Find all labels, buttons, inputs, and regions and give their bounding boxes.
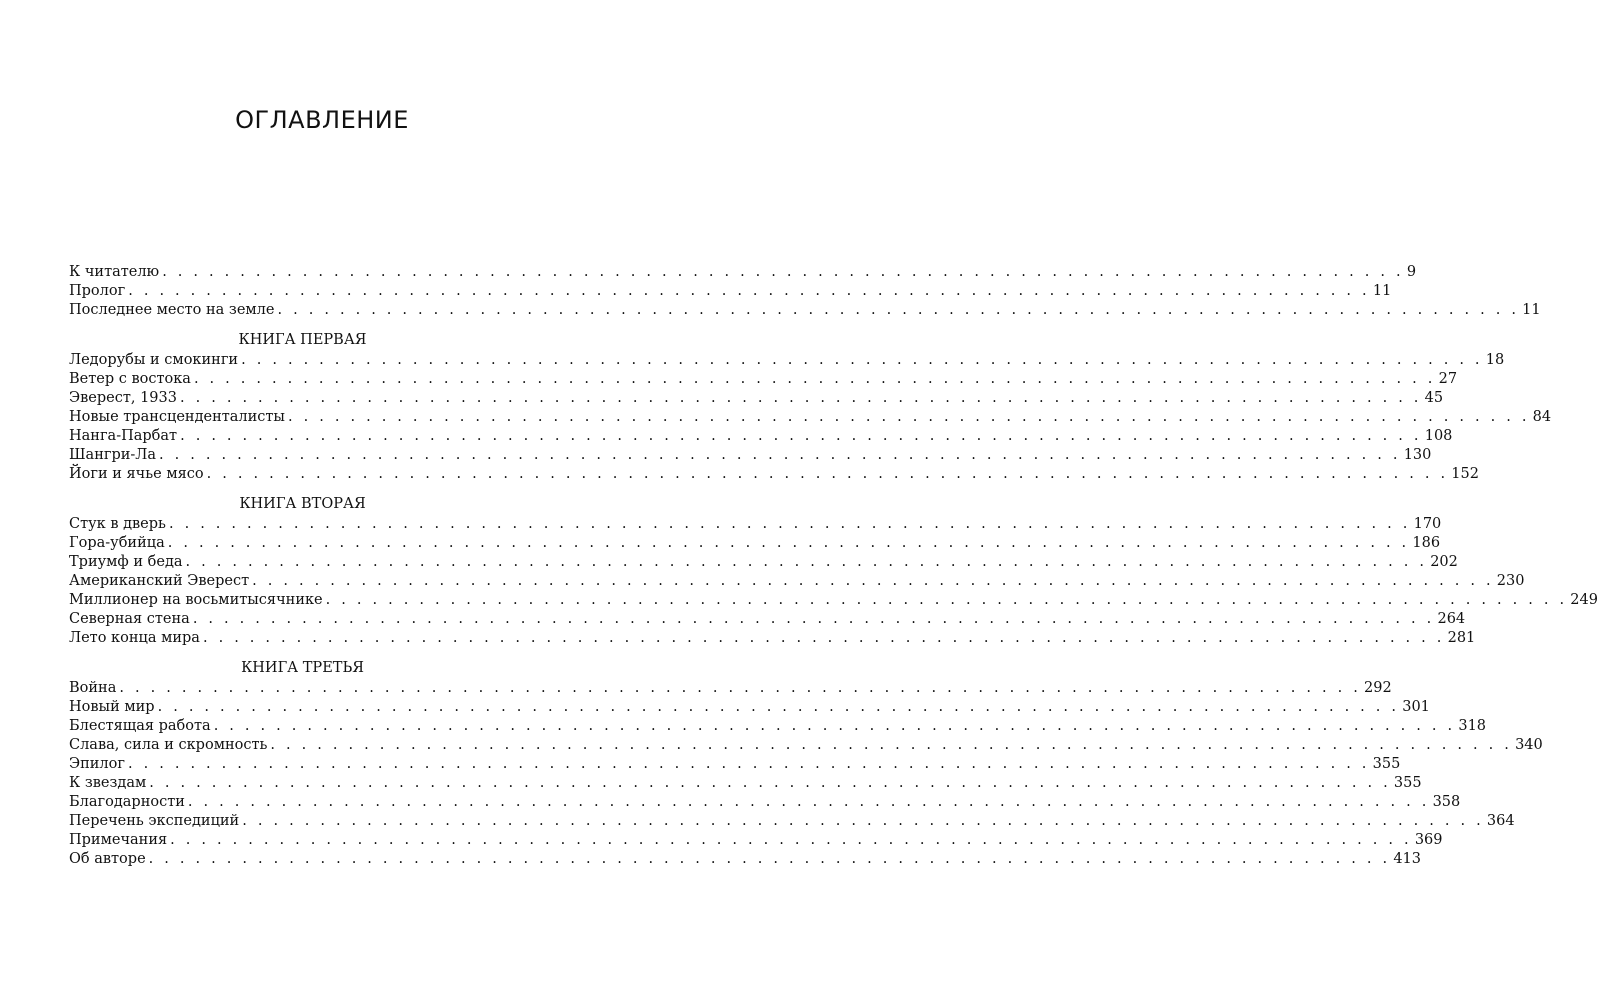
toc-entry-page-number: 170 <box>1413 516 1442 532</box>
toc-entry-title: Пролог <box>69 283 126 299</box>
dot-leader: . . . . . . . . . . . . . . . . . . . . . . . . . . . . . . . . . . . . . . . . . . . . . . . . . . . . . . . . . . . . . . . . . . . . . . . . . . . . . . . . <box>277 302 1520 318</box>
section-heading: КНИГА ПЕРВАЯ <box>238 332 367 348</box>
toc-entry[interactable] <box>69 793 1461 812</box>
dot-leader: . . . . . . . . . . . . . . . . . . . . . . . . . . . . . . . . . . . . . . . . . . . . . . . . . . . . . . . . . . . . . . . . . . . . . . . . . . . . . . . . <box>162 264 1404 280</box>
toc-entry-title: Новые трансценденталисты <box>69 409 285 425</box>
toc-entry[interactable] <box>69 755 1401 774</box>
toc-entry-page-number: 130 <box>1403 447 1432 463</box>
toc-entry-page-number: 413 <box>1393 851 1421 867</box>
toc-entry-page-number: 355 <box>1372 756 1401 772</box>
dot-leader: . . . . . . . . . . . . . . . . . . . . . . . . . . . . . . . . . . . . . . . . . . . . . . . . . . . . . . . . . . . . . . . . . . . . . . . . . . . . . . . . <box>185 554 1428 570</box>
dot-leader: . . . . . . . . . . . . . . . . . . . . . . . . . . . . . . . . . . . . . . . . . . . . . . . . . . . . . . . . . . . . . . . . . . . . . . . . . . . . . . . . <box>170 832 1412 848</box>
dot-leader: . . . . . . . . . . . . . . . . . . . . . . . . . . . . . . . . . . . . . . . . . . . . . . . . . . . . . . . . . . . . . . . . . . . . . . . . . . . . . . . . <box>252 573 1494 589</box>
toc-entry[interactable] <box>69 591 1598 610</box>
toc-entry[interactable] <box>69 850 1421 869</box>
dot-leader: . . . . . . . . . . . . . . . . . . . . . . . . . . . . . . . . . . . . . . . . . . . . . . . . . . . . . . . . . . . . . . . . . . . . . . . . . . . . . . . . <box>180 428 1422 444</box>
toc-entry-page-number: 186 <box>1412 535 1441 551</box>
dot-leader: . . . . . . . . . . . . . . . . . . . . . . . . . . . . . . . . . . . . . . . . . . . . . . . . . . . . . . . . . . . . . . . . . . . . . . . . . . . . . . . . <box>149 775 1391 791</box>
toc-section <box>69 657 1543 869</box>
toc-entry-title: Шангри-Ла <box>69 447 157 463</box>
toc-entry-page-number: 358 <box>1432 794 1461 810</box>
toc-entry-title: Лето конца мира <box>69 630 200 646</box>
dot-leader: . . . . . . . . . . . . . . . . . . . . . . . . . . . . . . . . . . . . . . . . . . . . . . . . . . . . . . . . . . . . . . . . . . . . . . . . . . . . . . . . <box>213 718 1456 734</box>
toc-entry-title: Миллионер на восьмитысячнике <box>69 592 323 608</box>
toc-entry-title: Триумф и беда <box>69 554 183 570</box>
toc-entry[interactable] <box>69 572 1525 591</box>
section-heading: КНИГА ТРЕТЬЯ <box>241 660 364 676</box>
toc-section <box>69 493 1598 648</box>
toc-entry-page-number: 84 <box>1532 409 1552 425</box>
toc-entry-page-number: 9 <box>1406 264 1417 280</box>
toc-entry-page-number: 281 <box>1447 630 1476 646</box>
toc-entry-title: Эпилог <box>69 756 125 772</box>
toc-entry[interactable] <box>69 831 1443 850</box>
dot-leader: . . . . . . . . . . . . . . . . . . . . . . . . . . . . . . . . . . . . . . . . . . . . . . . . . . . . . . . . . . . . . . . . . . . . . . . . . . . . . . . . <box>193 371 1436 387</box>
dot-leader: . . . . . . . . . . . . . . . . . . . . . . . . . . . . . . . . . . . . . . . . . . . . . . . . . . . . . . . . . . . . . . . . . . . . . . . . . . . . . . . . <box>148 851 1391 867</box>
toc-entry-page-number: 301 <box>1402 699 1430 715</box>
page-title: ОГЛАВЛЕНИЕ <box>235 106 409 134</box>
toc-entry-page-number: 11 <box>1522 302 1541 318</box>
toc-entry[interactable] <box>69 301 1541 320</box>
toc-entry[interactable] <box>69 717 1487 736</box>
section-heading: КНИГА ВТОРАЯ <box>239 496 366 512</box>
toc-entry-page-number: 292 <box>1364 680 1392 696</box>
dot-leader: . . . . . . . . . . . . . . . . . . . . . . . . . . . . . . . . . . . . . . . . . . . . . . . . . . . . . . . . . . . . . . . . . . . . . . . . . . . . . . . . <box>128 283 1370 299</box>
toc-entry-title: К звездам <box>69 775 147 791</box>
toc-entry[interactable] <box>69 446 1432 465</box>
toc-entry-title: Перечень экспедиций <box>69 813 240 829</box>
toc-entry-title: Ледорубы и смокинги <box>69 352 239 368</box>
toc-entry-title: Нанга-Парбат <box>69 428 178 444</box>
toc-entry[interactable] <box>69 736 1543 755</box>
toc-entry[interactable] <box>69 282 1392 301</box>
toc-entry-page-number: 18 <box>1485 352 1505 368</box>
toc-entry-page-number: 355 <box>1393 775 1422 791</box>
dot-leader: . . . . . . . . . . . . . . . . . . . . . . . . . . . . . . . . . . . . . . . . . . . . . . . . . . . . . . . . . . . . . . . . . . . . . . . . . . . . . . . . <box>270 737 1513 753</box>
toc-section <box>69 263 1541 320</box>
toc-entry-page-number: 45 <box>1424 390 1444 406</box>
toc-entry-page-number: 108 <box>1424 428 1453 444</box>
toc-entry-title: Новый мир <box>69 699 155 715</box>
toc-entry-title: Слава, сила и скромность <box>69 737 268 753</box>
dot-leader: . . . . . . . . . . . . . . . . . . . . . . . . . . . . . . . . . . . . . . . . . . . . . . . . . . . . . . . . . . . . . . . . . . . . . . . . . . . . . . . . <box>241 352 1483 368</box>
toc-entry[interactable] <box>69 389 1444 408</box>
toc-entry-page-number: 230 <box>1496 573 1525 589</box>
toc-entry-title: Последнее место на земле <box>69 302 275 318</box>
toc-entry-page-number: 369 <box>1414 832 1443 848</box>
toc-entry-page-number: 152 <box>1451 466 1479 482</box>
toc-entry-title: Стук в дверь <box>69 516 166 532</box>
toc-entry[interactable] <box>69 370 1458 389</box>
toc-entry-title: Гора-убийца <box>69 535 165 551</box>
dot-leader: . . . . . . . . . . . . . . . . . . . . . . . . . . . . . . . . . . . . . . . . . . . . . . . . . . . . . . . . . . . . . . . . . . . . . . . . . . . . . . . . <box>202 630 1445 646</box>
toc-entry-page-number: 318 <box>1458 718 1487 734</box>
toc-entry-title: Ветер с востока <box>69 371 191 387</box>
dot-leader: . . . . . . . . . . . . . . . . . . . . . . . . . . . . . . . . . . . . . . . . . . . . . . . . . . . . . . . . . . . . . . . . . . . . . . . . . . . . . . . . <box>325 592 1568 608</box>
toc-entry[interactable] <box>69 812 1515 831</box>
toc-entry-title: Об авторе <box>69 851 146 867</box>
toc-entry[interactable] <box>69 408 1552 427</box>
toc-entry-title: Северная стена <box>69 611 190 627</box>
toc-entry[interactable] <box>69 515 1442 534</box>
toc-entry[interactable] <box>69 629 1476 648</box>
toc-entry-page-number: 264 <box>1437 611 1466 627</box>
toc-entry-title: Йоги и ячье мясо <box>69 466 204 482</box>
dot-leader: . . . . . . . . . . . . . . . . . . . . . . . . . . . . . . . . . . . . . . . . . . . . . . . . . . . . . . . . . . . . . . . . . . . . . . . . . . . . . . . . <box>119 680 1362 696</box>
dot-leader: . . . . . . . . . . . . . . . . . . . . . . . . . . . . . . . . . . . . . . . . . . . . . . . . . . . . . . . . . . . . . . . . . . . . . . . . . . . . . . . . <box>242 813 1484 829</box>
dot-leader: . . . . . . . . . . . . . . . . . . . . . . . . . . . . . . . . . . . . . . . . . . . . . . . . . . . . . . . . . . . . . . . . . . . . . . . . . . . . . . . . <box>159 447 1401 463</box>
toc-entry-title: Блестящая работа <box>69 718 211 734</box>
dot-leader: . . . . . . . . . . . . . . . . . . . . . . . . . . . . . . . . . . . . . . . . . . . . . . . . . . . . . . . . . . . . . . . . . . . . . . . . . . . . . . . . <box>157 699 1400 715</box>
toc-section <box>69 329 1552 484</box>
toc-entry[interactable] <box>69 427 1453 446</box>
toc-entry[interactable] <box>69 263 1417 282</box>
toc-entry-page-number: 340 <box>1515 737 1543 753</box>
dot-leader: . . . . . . . . . . . . . . . . . . . . . . . . . . . . . . . . . . . . . . . . . . . . . . . . . . . . . . . . . . . . . . . . . . . . . . . . . . . . . . . . <box>192 611 1435 627</box>
dot-leader: . . . . . . . . . . . . . . . . . . . . . . . . . . . . . . . . . . . . . . . . . . . . . . . . . . . . . . . . . . . . . . . . . . . . . . . . . . . . . . . . <box>168 516 1411 532</box>
toc-entry-page-number: 27 <box>1438 371 1458 387</box>
toc-entry[interactable] <box>69 698 1430 717</box>
toc-entry-page-number: 202 <box>1430 554 1458 570</box>
dot-leader: . . . . . . . . . . . . . . . . . . . . . . . . . . . . . . . . . . . . . . . . . . . . . . . . . . . . . . . . . . . . . . . . . . . . . . . . . . . . . . . . <box>179 390 1422 406</box>
toc-entry-title: К читателю <box>69 264 160 280</box>
toc-entry[interactable] <box>69 534 1441 553</box>
toc-entry[interactable] <box>69 465 1479 484</box>
toc-entry-page-number: 364 <box>1486 813 1515 829</box>
dot-leader: . . . . . . . . . . . . . . . . . . . . . . . . . . . . . . . . . . . . . . . . . . . . . . . . . . . . . . . . . . . . . . . . . . . . . . . . . . . . . . . . <box>127 756 1370 772</box>
toc-entry-title: Благодарности <box>69 794 185 810</box>
toc-entry-title: Примечания <box>69 832 168 848</box>
toc-entry[interactable] <box>69 351 1505 370</box>
toc-entry[interactable] <box>69 774 1422 793</box>
toc-entry-title: Эверест, 1933 <box>69 390 177 406</box>
toc-entry[interactable] <box>69 679 1392 698</box>
toc-entry-title: Война <box>69 680 117 696</box>
toc-entry[interactable] <box>69 553 1458 572</box>
dot-leader: . . . . . . . . . . . . . . . . . . . . . . . . . . . . . . . . . . . . . . . . . . . . . . . . . . . . . . . . . . . . . . . . . . . . . . . . . . . . . . . . <box>206 466 1449 482</box>
dot-leader: . . . . . . . . . . . . . . . . . . . . . . . . . . . . . . . . . . . . . . . . . . . . . . . . . . . . . . . . . . . . . . . . . . . . . . . . . . . . . . . . <box>287 409 1530 425</box>
toc-entry-page-number: 11 <box>1372 283 1392 299</box>
dot-leader: . . . . . . . . . . . . . . . . . . . . . . . . . . . . . . . . . . . . . . . . . . . . . . . . . . . . . . . . . . . . . . . . . . . . . . . . . . . . . . . . <box>187 794 1430 810</box>
dot-leader: . . . . . . . . . . . . . . . . . . . . . . . . . . . . . . . . . . . . . . . . . . . . . . . . . . . . . . . . . . . . . . . . . . . . . . . . . . . . . . . . <box>167 535 1410 551</box>
toc-entry-title: Американский Эверест <box>69 573 250 589</box>
toc-entry-page-number: 249 <box>1570 592 1598 608</box>
table-of-contents <box>69 263 1598 869</box>
toc-entry[interactable] <box>69 610 1466 629</box>
